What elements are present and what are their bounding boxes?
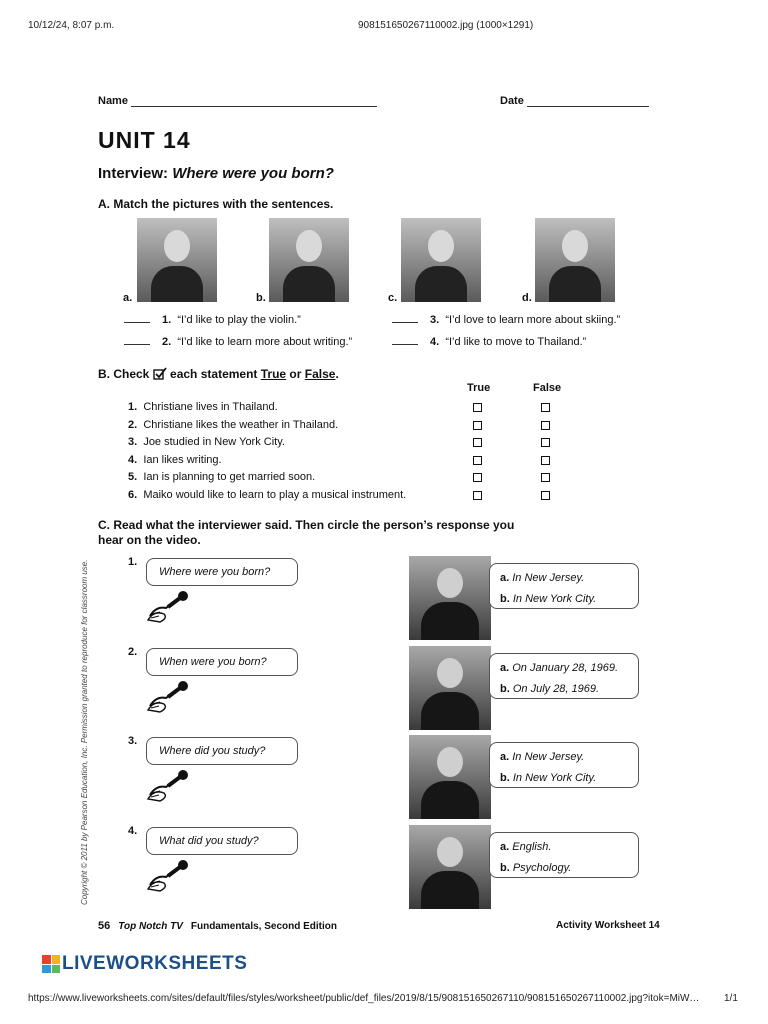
statement-row: 6. Maiko would like to learn to play a musical instrument. [128,489,407,501]
true-checkbox[interactable] [473,473,482,482]
interview-label: Interview: [98,165,169,182]
section-c-heading: C. Read what the interviewer said. Then circle the person’s response you hear on the video. [98,518,515,547]
interview-heading [98,165,334,182]
item-number: 4. [128,825,138,837]
answer-blank[interactable] [124,344,150,345]
response-option-a[interactable]: a. In New Jersey. [500,751,585,763]
name-field [98,95,377,107]
name-label: Name [98,95,128,107]
item-number: 1. [128,556,138,568]
match-sentence-4: 4. “I’d like to move to Thailand.” [392,336,586,348]
response-options [489,832,639,878]
section-b-heading: B. Check each statement True or False. [98,367,339,381]
speaker-photo [409,646,491,730]
false-checkbox[interactable] [541,421,550,430]
photo-letter-d: d. [522,292,532,304]
true-checkbox[interactable] [473,438,482,447]
item-number: 3. [128,735,138,747]
true-checkbox[interactable] [473,456,482,465]
checkmark-icon [153,367,167,380]
statement-row: 1. Christiane lives in Thailand. [128,401,278,413]
false-checkbox[interactable] [541,403,550,412]
print-datetime: 10/12/24, 8:07 p.m. [28,20,115,31]
worksheet-label: Activity Worksheet 14 [556,920,660,931]
match-sentence-1: 1. “I’d like to play the violin.” [124,314,301,326]
statement-row: 2. Christiane likes the weather in Thailand. [128,419,339,431]
response-option-b[interactable]: b. In New York City. [500,772,597,784]
microphone-hand-icon [146,859,190,893]
item-number: 2. [128,646,138,658]
print-url: https://www.liveworksheets.com/sites/default/files/styles/worksheet/public/def_files/2019/8/15/908151650267110/908151650267110002.jpg?itok=MiW… [28,993,700,1004]
logo-tile-3 [42,965,51,974]
speaker-photo [409,556,491,640]
microphone-hand-icon [146,680,190,714]
speaker-photo [409,825,491,909]
photo-letter-a: a. [123,292,133,304]
interviewer-question-bubble: When were you born? [146,648,298,676]
answer-blank[interactable] [124,322,150,323]
answer-blank[interactable] [392,344,418,345]
interview-question: Where were you born? [172,165,334,182]
false-column-header: False [533,382,562,394]
copyright-notice: Copyright © 2011 by Pearson Education, Inc. Permission granted to reproduce for classroom use. [80,559,89,905]
true-checkbox[interactable] [473,491,482,500]
true-checkbox[interactable] [473,403,482,412]
false-checkbox[interactable] [541,456,550,465]
date-field [500,95,649,107]
microphone-hand-icon [146,590,190,624]
response-options [489,563,639,609]
photo-d [535,218,615,302]
microphone-hand-icon [146,769,190,803]
answer-blank[interactable] [392,322,418,323]
response-option-a[interactable]: a. In New Jersey. [500,572,585,584]
match-sentence-2: 2. “I’d like to learn more about writing.” [124,336,352,348]
interviewer-question-bubble: Where were you born? [146,558,298,586]
date-label: Date [500,95,524,107]
photo-a [137,218,217,302]
response-option-b[interactable]: b. In New York City. [500,593,597,605]
statement-row: 5. Ian is planning to get married soon. [128,471,316,483]
response-options [489,653,639,699]
statement-row: 3. Joe studied in New York City. [128,436,285,448]
logo-tile-2 [52,955,61,964]
photo-letter-b: b. [256,292,266,304]
print-page-count: 1/1 [724,993,738,1004]
liveworksheets-mark-icon [42,955,60,973]
print-title: 908151650267110002.jpg (1000×1291) [358,20,534,31]
liveworksheets-logo-text: LIVEWORKSHEETS [62,953,248,974]
response-option-a[interactable]: a. On January 28, 1969. [500,662,619,674]
photo-c [401,218,481,302]
photo-b [269,218,349,302]
name-line[interactable] [131,97,377,107]
response-options [489,742,639,788]
match-sentence-3: 3. “I’d love to learn more about skiing.” [392,314,620,326]
false-checkbox[interactable] [541,473,550,482]
interviewer-question-bubble: What did you study? [146,827,298,855]
page-number: 56 [98,920,111,932]
book-name: Fundamentals, Second Edition [190,921,337,932]
true-column-header: True [467,382,491,394]
speaker-photo [409,735,491,819]
unit-title: UNIT 14 [98,127,191,153]
photo-letter-c: c. [388,292,398,304]
logo-tile-1 [42,955,51,964]
date-line[interactable] [527,97,649,107]
logo-tile-4 [52,965,61,974]
response-option-b[interactable]: b. Psychology. [500,862,572,874]
false-checkbox[interactable] [541,491,550,500]
true-checkbox[interactable] [473,421,482,430]
response-option-a[interactable]: a. English. [500,841,552,853]
false-checkbox[interactable] [541,438,550,447]
footer-left [98,920,337,932]
statement-row: 4. Ian likes writing. [128,454,222,466]
series-name: Top Notch TV [118,921,183,932]
interviewer-question-bubble: Where did you study? [146,737,298,765]
response-option-b[interactable]: b. On July 28, 1969. [500,683,600,695]
section-a-heading: A. Match the pictures with the sentences. [98,197,334,211]
liveworksheets-logo[interactable] [42,953,247,975]
